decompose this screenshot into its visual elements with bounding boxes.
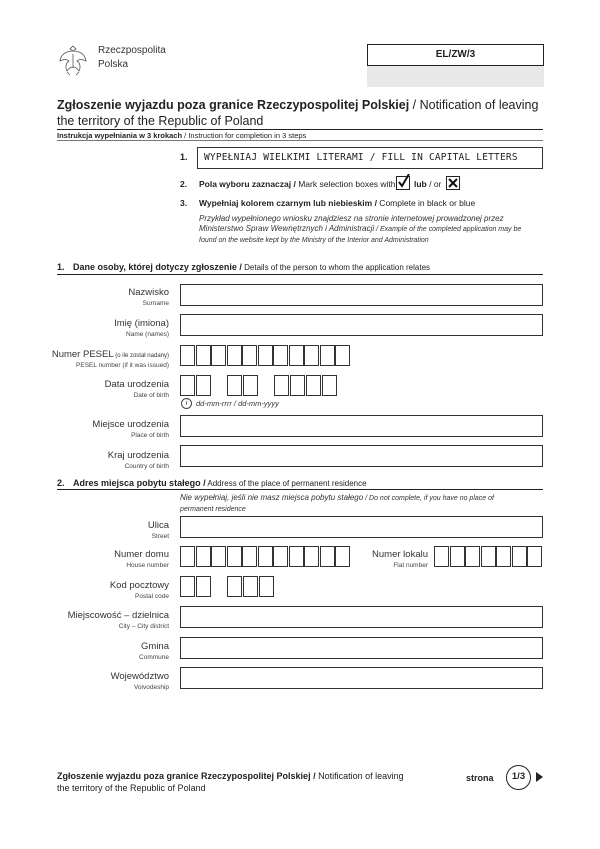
- section2-title-en: Address of the place of permanent residence: [205, 479, 367, 488]
- pesel-cell[interactable]: [211, 345, 226, 366]
- house-number-cell[interactable]: [211, 546, 226, 567]
- step2-en: Mark selection boxes with: [295, 179, 396, 189]
- dob-cell[interactable]: [243, 375, 258, 396]
- dob-cell[interactable]: [290, 375, 305, 396]
- postal-label-pl: Kod pocztowy: [109, 580, 169, 591]
- pesel-field[interactable]: [180, 345, 352, 366]
- flat-number-cell[interactable]: [527, 546, 542, 567]
- emblem-text-line1: Rzeczpospolita: [98, 45, 166, 56]
- voivodeship-field[interactable]: [180, 667, 543, 689]
- surname-field[interactable]: [180, 284, 543, 306]
- step3-en: Complete in black or blue: [376, 198, 476, 208]
- pesel-label-pl: Numer PESEL: [51, 349, 114, 360]
- city-label-en: City – City district: [118, 623, 169, 630]
- title-divider: [57, 129, 543, 130]
- house-number-cell[interactable]: [335, 546, 350, 567]
- info-icon: [181, 398, 192, 409]
- street-label: [148, 520, 169, 540]
- names-label-pl: Imię (imiona): [114, 318, 169, 329]
- section1-divider: [57, 274, 543, 275]
- dob-cell[interactable]: [274, 375, 289, 396]
- street-field[interactable]: [180, 516, 543, 538]
- dob-label-en: Date of birth: [133, 392, 169, 399]
- city-label-pl: Miejscowość – dzielnica: [67, 610, 169, 621]
- step2-or-pl: lub: [414, 179, 427, 189]
- postal-code-cell[interactable]: [196, 576, 211, 597]
- form-title-en1: Notification of leaving: [419, 98, 539, 112]
- house-label-pl: Numer domu: [114, 549, 169, 560]
- flat-label: [372, 549, 428, 569]
- surname-label: [128, 287, 169, 307]
- pesel-label-note: (o ile został nadany): [113, 353, 169, 359]
- pesel-cell[interactable]: [273, 345, 288, 366]
- flat-number-cell[interactable]: [450, 546, 465, 567]
- commune-label: [139, 641, 169, 661]
- footer-title: [57, 770, 404, 794]
- dob-cell[interactable]: [180, 375, 195, 396]
- step1-number: 1.: [180, 152, 188, 162]
- example-note-en: / Example of the completed application may be found on the website kept by the Ministry of the Interior and Administration: [199, 226, 522, 244]
- flat-number-cell[interactable]: [512, 546, 527, 567]
- house-number-cell[interactable]: [196, 546, 211, 567]
- page-number-badge: [506, 765, 531, 790]
- voivodeship-label-pl: Województwo: [110, 671, 169, 682]
- form-title-en2: the territory of the Republic of Poland: [57, 114, 264, 128]
- flat-number-field[interactable]: [434, 546, 544, 567]
- dob-label: [105, 379, 169, 399]
- pesel-cell[interactable]: [335, 345, 350, 366]
- names-label-en: Name (names): [126, 331, 169, 338]
- info-icon-glyph: i: [185, 400, 188, 407]
- next-page-arrow-icon[interactable]: [536, 772, 543, 782]
- house-number-cell[interactable]: [273, 546, 288, 567]
- house-number-cell[interactable]: [242, 546, 257, 567]
- flat-label-pl: Numer lokalu: [372, 549, 428, 560]
- page-number: 1/3: [511, 771, 526, 782]
- city-label: [68, 610, 169, 630]
- house-number-cell[interactable]: [320, 546, 335, 567]
- city-field[interactable]: [180, 606, 543, 628]
- step1-box: [197, 147, 543, 169]
- dob-field[interactable]: [180, 375, 340, 396]
- form-code-box: [367, 44, 544, 66]
- flat-number-cell[interactable]: [496, 546, 511, 567]
- step1-text: WYPEŁNIAJ WIELKIMI LITERAMI / FILL IN CAPITAL LETTERS: [204, 152, 518, 163]
- footer-title-en1: Notification of leaving: [315, 771, 404, 781]
- instructions-heading: [57, 131, 306, 140]
- instructions-heading-en: / Instruction for completion in 3 steps: [182, 131, 307, 140]
- example-note-pl: Przykład wypełnionego wniosku znajdziesz na stronie internetowej prowadzonej przez Ministerstwo Spraw Wewnętrznych i Administracji: [199, 214, 504, 233]
- page-label: strona: [466, 773, 494, 783]
- flat-number-cell[interactable]: [434, 546, 449, 567]
- house-label: [114, 549, 169, 569]
- pob-label-pl: Miejsce urodzenia: [92, 419, 169, 430]
- postal-code-cell[interactable]: [259, 576, 274, 597]
- cob-field[interactable]: [180, 445, 543, 467]
- commune-field[interactable]: [180, 637, 543, 659]
- section1-title-en: Details of the person to whom the application relates: [241, 263, 431, 272]
- cross-example-icon: [446, 176, 460, 190]
- flat-number-cell[interactable]: [481, 546, 496, 567]
- commune-label-en: Commune: [139, 654, 169, 661]
- dob-cell[interactable]: [322, 375, 337, 396]
- section2-note-pl: Nie wypełniaj, jeśli nie masz miejsca pobytu stałego: [180, 493, 364, 502]
- section2-note: [180, 493, 510, 515]
- voivodeship-label-en: Voivodeship: [133, 684, 169, 691]
- surname-label-pl: Nazwisko: [128, 287, 169, 298]
- commune-label-pl: Gmina: [141, 641, 169, 652]
- step2-pl: Pola wyboru zaznaczaj /: [199, 179, 296, 189]
- house-number-cell[interactable]: [180, 546, 195, 567]
- names-label: [114, 318, 169, 338]
- section1-number: 1.: [57, 262, 65, 272]
- postal-label-en: Postal code: [135, 593, 169, 600]
- pob-label: [92, 419, 169, 439]
- house-number-cell[interactable]: [304, 546, 319, 567]
- form-title-sep: /: [409, 98, 420, 112]
- pesel-cell[interactable]: [258, 345, 273, 366]
- polish-eagle-emblem: [58, 42, 88, 78]
- dob-cell[interactable]: [227, 375, 242, 396]
- example-note: [199, 214, 539, 246]
- step3-number: 3.: [180, 198, 188, 208]
- footer-title-pl: Zgłoszenie wyjazdu poza granice Rzeczypospolitej Polskiej /: [57, 771, 316, 781]
- section2-heading: [57, 478, 367, 488]
- street-label-en: Street: [151, 533, 169, 540]
- pesel-cell[interactable]: [180, 345, 195, 366]
- pob-field[interactable]: [180, 415, 543, 437]
- flat-label-en: Flat number: [393, 562, 428, 569]
- house-number-cell[interactable]: [258, 546, 273, 567]
- pesel-label-en: PESEL number (if it was issued): [76, 362, 169, 369]
- section1-title-pl: Dane osoby, której dotyczy zgłoszenie /: [73, 262, 242, 272]
- postal-label: [110, 580, 169, 600]
- pesel-cell[interactable]: [289, 345, 304, 366]
- step3-text: [199, 198, 475, 208]
- step2-or: [414, 179, 441, 189]
- form-code: EL/ZW/3: [435, 49, 476, 60]
- section2-number: 2.: [57, 478, 65, 488]
- step2-text: [199, 179, 396, 189]
- dob-label-pl: Data urodzenia: [104, 379, 169, 390]
- emblem-text-line2: Polska: [98, 59, 129, 70]
- postal-code-cell[interactable]: [243, 576, 258, 597]
- house-number-field[interactable]: [180, 546, 352, 567]
- pesel-cell[interactable]: [227, 345, 242, 366]
- house-label-en: House number: [126, 562, 169, 569]
- dob-format-hint: dd-mm-rrrr / dd-mm-yyyy: [196, 399, 279, 408]
- house-number-cell[interactable]: [227, 546, 242, 567]
- cob-label: [108, 450, 169, 470]
- cob-label-en: Country of birth: [124, 463, 169, 470]
- step2-or-en: / or: [426, 179, 442, 189]
- section2-title-pl: Adres miejsca pobytu stałego /: [73, 478, 206, 488]
- dob-cell[interactable]: [196, 375, 211, 396]
- pesel-cell[interactable]: [196, 345, 211, 366]
- instructions-heading-pl: Instrukcja wypełniania w 3 krokach: [57, 131, 183, 140]
- checkmark-example-icon: [396, 176, 410, 190]
- section1-heading: [57, 262, 430, 272]
- surname-label-en: Surname: [142, 300, 169, 307]
- pesel-cell[interactable]: [320, 345, 335, 366]
- names-field[interactable]: [180, 314, 543, 336]
- pesel-cell[interactable]: [242, 345, 257, 366]
- postal-code-cell[interactable]: [227, 576, 242, 597]
- step3-pl: Wypełniaj kolorem czarnym lub niebieskim /: [199, 198, 377, 208]
- step2-number: 2.: [180, 179, 188, 189]
- footer-title-en2: the territory of the Republic of Poland: [57, 783, 206, 793]
- postal-code-field[interactable]: [180, 576, 280, 597]
- section2-divider: [57, 489, 543, 490]
- office-use-box: [367, 66, 544, 87]
- flat-number-cell[interactable]: [465, 546, 480, 567]
- form-title: [57, 97, 547, 129]
- form-title-pl: Zgłoszenie wyjazdu poza granice Rzeczypospolitej Polskiej: [57, 98, 410, 112]
- cob-label-pl: Kraj urodzenia: [107, 450, 169, 461]
- pesel-cell[interactable]: [304, 345, 319, 366]
- dob-cell[interactable]: [306, 375, 321, 396]
- postal-code-cell[interactable]: [180, 576, 195, 597]
- house-number-cell[interactable]: [289, 546, 304, 567]
- instructions-divider: [57, 140, 543, 141]
- section2-note-en: / Do not complete, if you have no place of permanent residence: [180, 495, 494, 513]
- pesel-label: [52, 349, 169, 369]
- pob-label-en: Place of birth: [131, 432, 169, 439]
- voivodeship-label: [111, 671, 169, 691]
- street-label-pl: Ulica: [147, 520, 169, 531]
